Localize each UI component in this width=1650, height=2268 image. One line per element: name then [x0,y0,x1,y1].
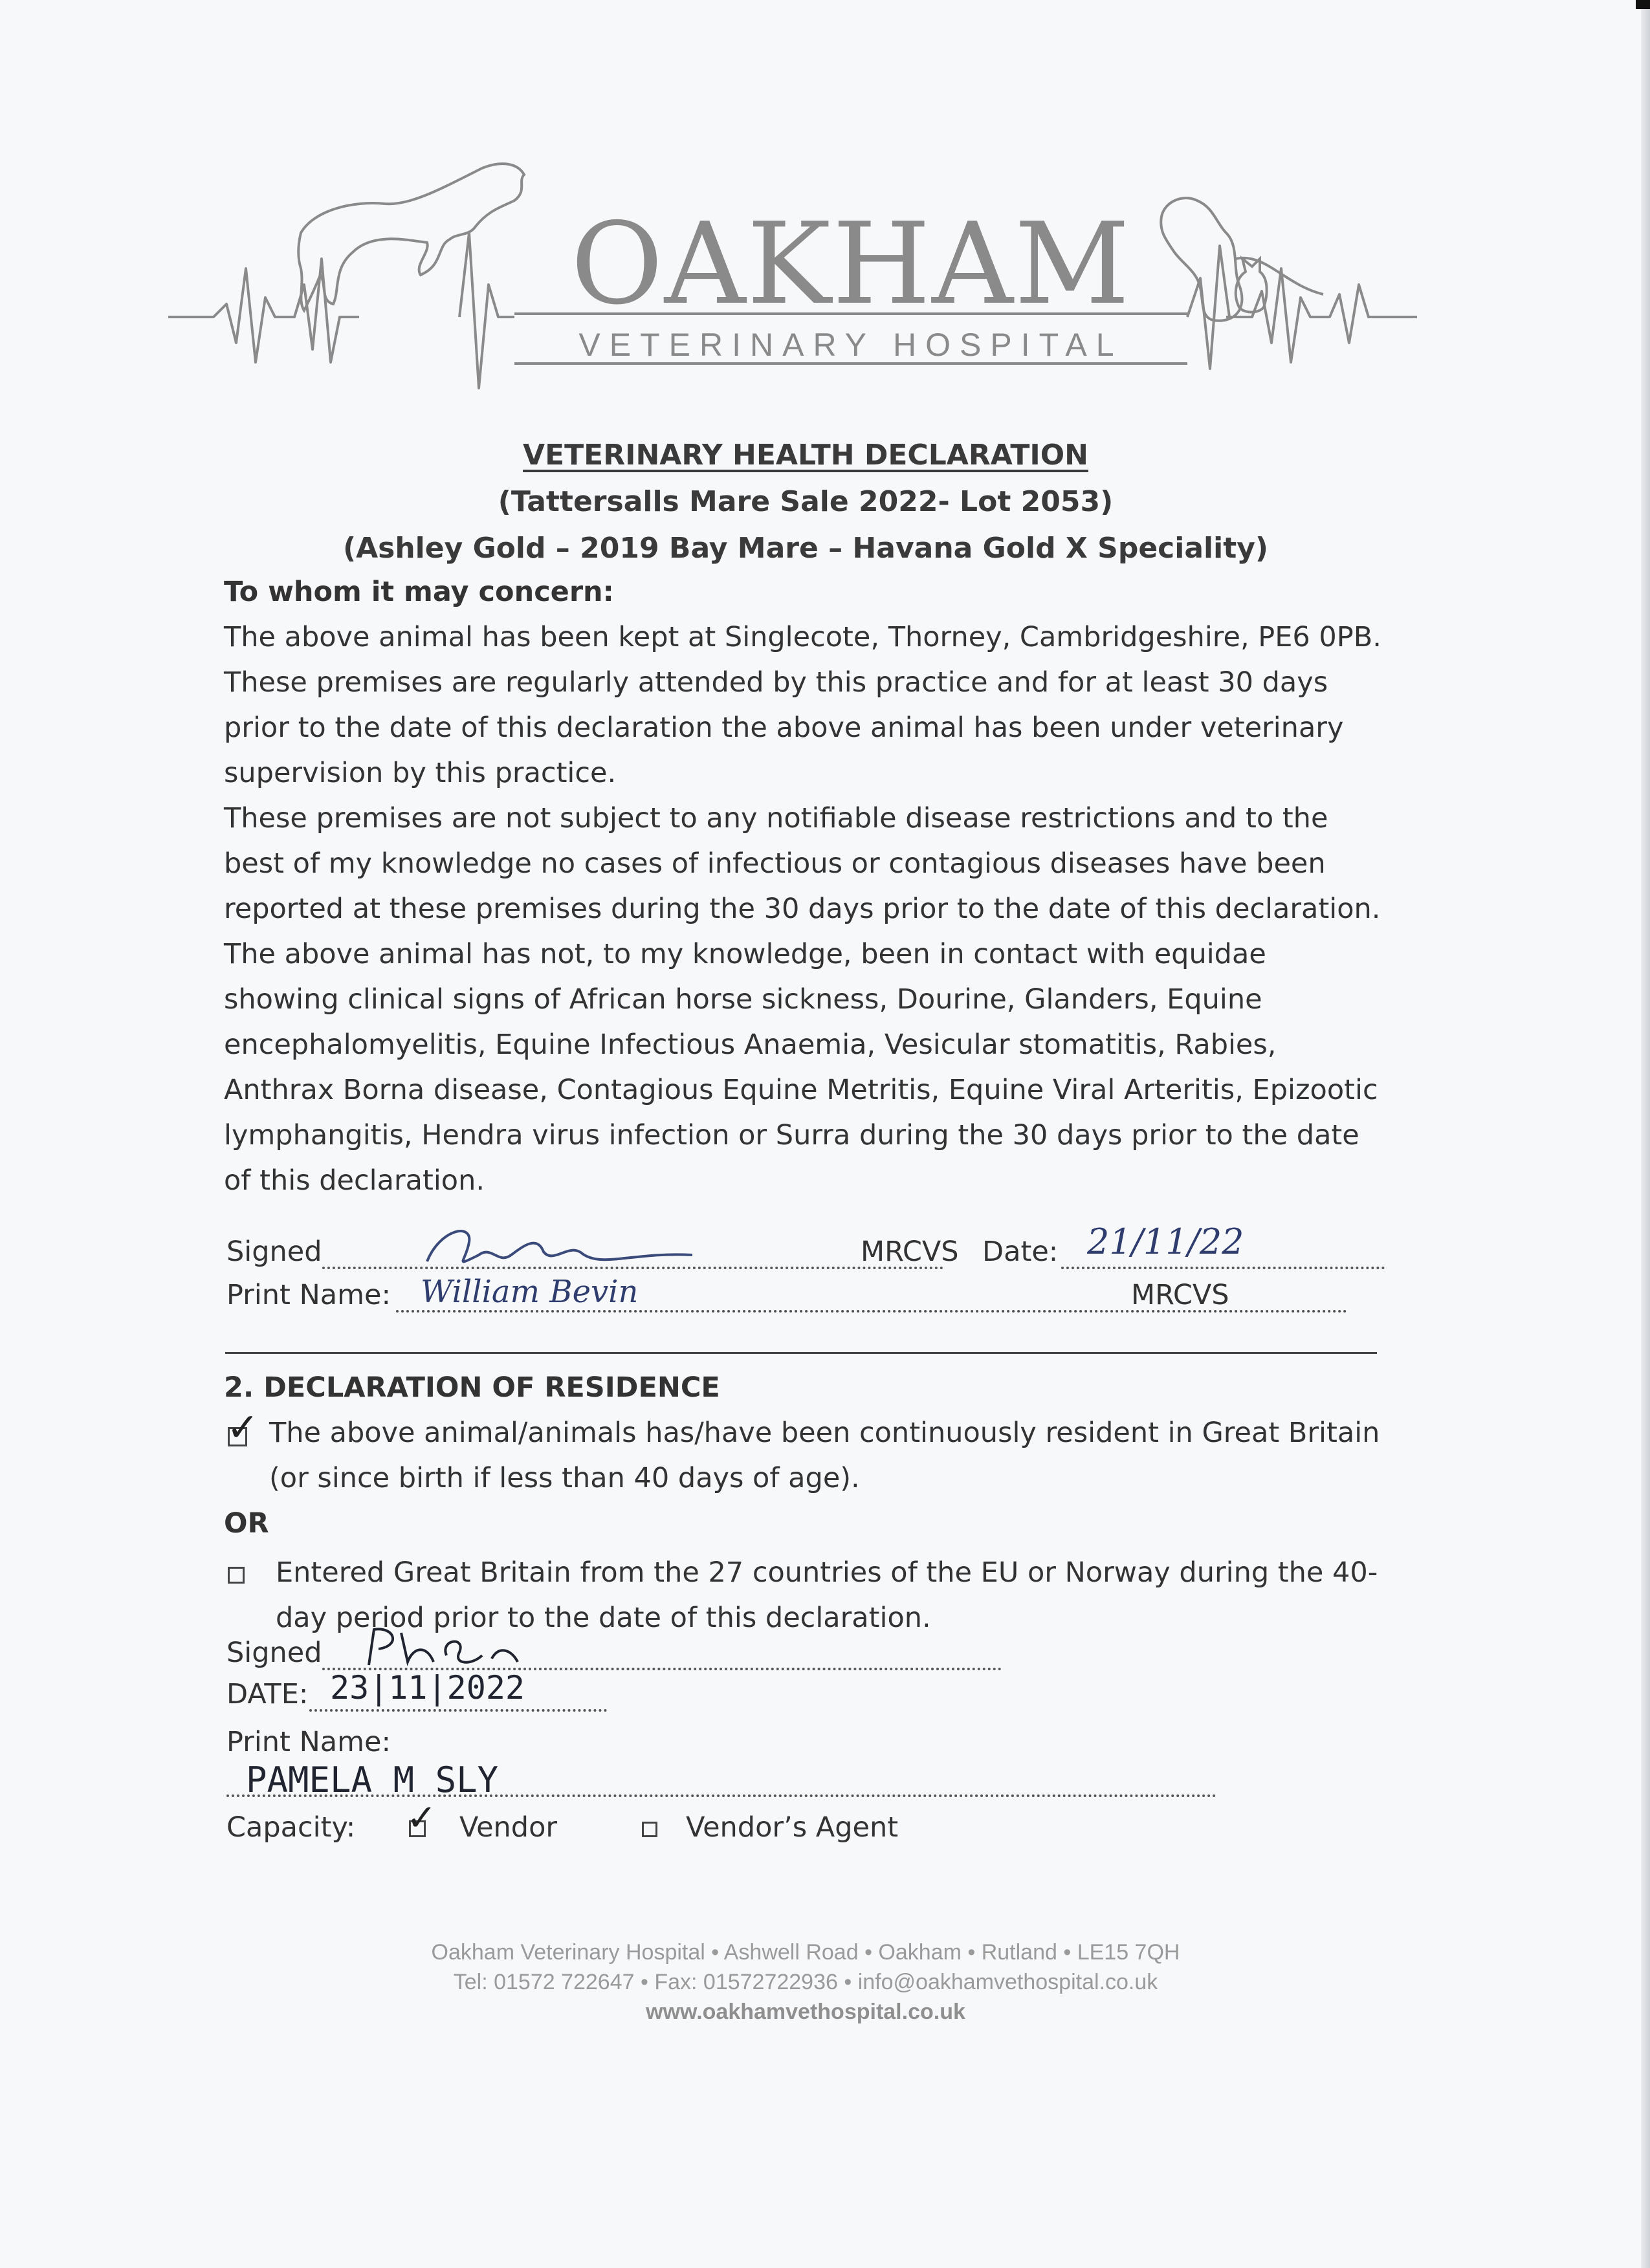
option1-text: The above animal/animals has/have been continuously resident in Great Britain (or since birth if less than 40 days of age). [269,1417,1380,1494]
print-name-label: Print Name: [226,1279,391,1311]
section2-body [224,1365,1389,1641]
residence-option-1 [224,1405,1389,1501]
vendor-agent-option-label: Vendor’s Agent [686,1811,899,1844]
logo-subtitle: VETERINARY HOSPITAL [578,327,1123,363]
footer-address: Oakham Veterinary Hospital • Ashwell Road • Oakham • Rutland • LE15 7QH [431,1940,1180,1965]
option2-text: Entered Great Britain from the 27 countries of the EU or Norway during the 40-day period prior to the date of this declaration. [276,1556,1378,1634]
vendor-date-label: DATE: [226,1678,309,1710]
capacity-line [226,1797,1391,1853]
vet-signature-line [226,1221,1391,1277]
document-title: VETERINARY HEALTH DECLARATION [523,439,1088,472]
section1-body [224,569,1389,1203]
vendor-print-name-value: PAMELA M SLY [246,1760,499,1800]
check-mark-icon: ✓ [406,1797,437,1839]
vet-print-name-value: William Bevin [421,1274,639,1310]
section-divider [225,1352,1377,1354]
animal-subtitle: (Ashley Gold – 2019 Bay Mare – Havana Gold X Speciality) [342,532,1269,565]
paragraph-premises: The above animal has been kept at Singlecote, Thorney, Cambridgeshire, PE6 0PB. These premises are regularly attended by this practice and for at least 30 days prior to the date of this declaration the above animal has been under veterinary supervision by this practice. [224,621,1381,789]
capacity-label: Capacity: [226,1811,356,1844]
vendor-agent-checkbox[interactable] [642,1822,657,1837]
vendor-date-value: 23|11|2022 [330,1669,525,1706]
document-heading [0,432,1611,572]
vendor-signed-label: Signed [226,1637,322,1669]
hospital-logo [165,155,1420,401]
sale-subtitle: (Tattersalls Mare Sale 2022- Lot 2053) [498,485,1114,518]
page-edge [1641,0,1650,2268]
vendor-date-dots [309,1709,607,1712]
paragraph-contact: The above animal has not, to my knowledge, been in contact with equidae showing clinical signs of African horse sickness, Dourine, Glanders, Equine encephalomyelitis, Equine Infectious Anaemia, Vesicular stomatitis, Rabies, Anthrax Borna disease, Contagious Equine Metritis, Equine Viral Arteritis, Epizootic lymphangitis, Hendra virus infection or Surra during the 30 days prior to the date of this declaration. [224,938,1378,1197]
check-mark-icon: ✓ [226,1405,259,1450]
logo-title: OAKHAM [571,199,1131,330]
vendor-print-name-line [226,1760,1391,1805]
footer-contact: Tel: 01572 722647 • Fax: 01572722936 • info@oakhamvethospital.co.uk [453,1970,1158,1994]
vendor-date-line [226,1669,1391,1719]
date-label: Date: [982,1236,1059,1268]
signed-suffix: MRCVS [861,1236,959,1268]
paragraph-restrictions: These premises are not subject to any notifiable disease restrictions and to the best of my knowledge no cases of infectious or contagious diseases have been reported at these premises during the 30 days prior to the date of this declaration. [224,802,1381,925]
scan-corner-mark [1636,0,1650,9]
vendor-option-label: Vendor [459,1811,558,1844]
vet-print-name-line [226,1274,1391,1320]
section2-title: 2. DECLARATION OF RESIDENCE [224,1371,720,1404]
vet-signature-scribble [414,1216,867,1281]
option2-checkbox[interactable] [228,1567,245,1584]
date-dots [1061,1267,1385,1269]
vet-date-value: 21/11/22 [1087,1221,1244,1262]
footer-website: www.oakhamvethospital.co.uk [646,2000,965,2024]
salutation: To whom it may concern: [224,576,614,608]
vendor-print-name-label: Print Name: [226,1726,391,1758]
signed-label: Signed [226,1236,322,1268]
or-label: OR [224,1507,269,1540]
print-name-suffix: MRCVS [1131,1279,1229,1311]
footer [0,1937,1611,2027]
